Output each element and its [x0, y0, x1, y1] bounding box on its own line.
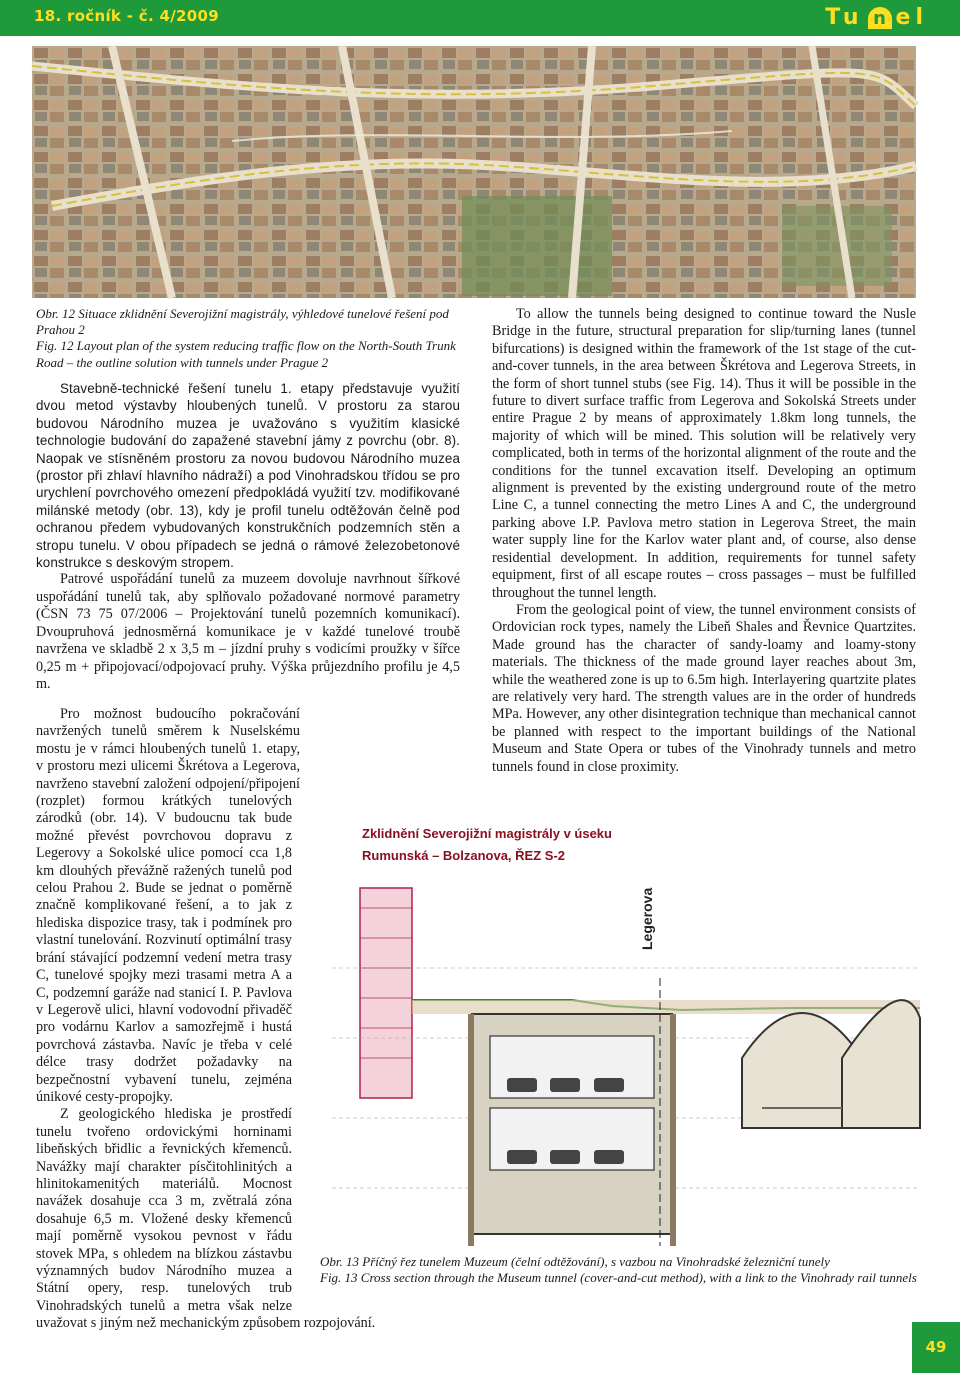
figure-13-caption-cz: Obr. 13 Příčný řez tunelem Muzeum (čelní odtěžování), s vazbou na Vinohradské železniční tunely	[320, 1254, 830, 1269]
street-label-legerova: Legerova	[639, 887, 655, 950]
right-column	[492, 306, 916, 776]
logo-part-3: el	[895, 5, 928, 30]
paragraph-cz-1: Stavebně-technické řešení tunelu 1. etapy představuje využití dvou metod výstavby hloubených tunelů. V prostoru za starou budovou Národního muzea je uvažováno s využitím klasické technologie budování do zapažené stavební jámy z povrchu (obr. 8). Naopak ve stísněném prostoru za novou budovou Národního muzea (prostor při zhlaví hlavního nádraží) a pod Vinohradskou třídou se pro urychlení povrchového omezení předpokládá využití tzv. modifikované milánské metody (obr. 13), kdy je profil tunelu odtěžován čelně pod ochranou předem vybudovaných konstrukčních podzemních stěn a stropu tunelu. V obou případech se jedná o rámové železobetonové konstrukce s deskovým stropem.	[36, 381, 460, 571]
header-bar	[0, 0, 960, 36]
paragraph-en-2: From the geological point of view, the tunnel environment consists of Ordovician rock types, namely the Libeň Shales and Řevnice Quartzites. Made ground has the character of sandy-loamy and loamy-stony materials. The thickness of the made ground layer reaches about 3m, while the weathered zone is up to 6.5m high. Interlayering quartzite plates are relatively very hard. The strength values are in the order of hundreds MPa. However, any other disintegration technique than mechanical cannot be planned with respect to the important buildings of the National Museum and State Opera or tubes of the Vinohrady tunnels and metro tunnels found in close proximity.	[492, 601, 916, 775]
journal-logo	[825, 5, 928, 30]
paragraph-cz-3: Pro možnost budoucího pokračování navržených tunelů směrem k Nuselskému mostu je v rámci hloubených tunelů 1. etapy, v prostoru mezi ulicemi Škrétova a Legerova, navrženo stavební založení odpojení/připojení (rozplet) formou krátkých tunelových zárodků (obr. 14). V budoucnu tak bude možné převést povrchovou dopravu z Legerovy a Sokolské ulice pomocí cca 1,8 km dlouhých převážně ražených tunelů pod celou Prahou 2. Bude se jednat o poměrně značně komplikované řešení, a to jak z hlediska dispozice trasy, tak i podmínek pro vlastní tunelování. Rozvinutí optimální trasy brání stávající podzemní vedení metra trasy C, tunelové spojky mezi trasami metra A a C, podzemní garáže nad stanicí I. P. Pavlova v Legerově ulici, hlavní vodovodní přivaděč pro vodárnu Karlov a samozřejmě i hustá povrchová zástavba. Navíc je třeba v celé délce trasy dodržet požadavky na bezpečnostní vybavení tunelu, zejména únikové cesty-propojky.	[36, 706, 300, 1105]
paragraph-cz-2: Patrové uspořádání tunelů za muzeem dovoluje navrhnout šířkové uspořádání tunelů tak, aby splňovalo požadované normové parametry (ČSN 73 75 07/2006 – Projektování tunelů pozemních komunikací). Dvoupruhová jednosměrná komunikace je v každé tunelové troubě navržena ve skladbě 2 x 3,5 m – jízdní pruhy s vodicími proužky v šířce 0,25 m + připojovací/odpojovací pruhy. Výška průjezdního profilu je 4,5 m.	[36, 571, 460, 692]
issue-label: 18. ročník - č. 4/2009	[34, 7, 219, 25]
logo-part-1: Tu	[825, 5, 864, 30]
rail-tunnel-2	[842, 1000, 920, 1128]
left-column	[36, 380, 460, 693]
building-outline-left	[360, 888, 412, 1098]
figure-13-caption-en: Fig. 13 Cross section through the Museum tunnel (cover-and-cut method), with a link to the Vinohrady rail tunnels	[320, 1270, 917, 1286]
cross-section-figure	[322, 808, 920, 1246]
logo-mark: n	[868, 7, 892, 29]
figure-12-caption-cz: Obr. 12 Situace zklidnění Severojižní magistrály, výhledové tunelové řešení pod Prahou 2	[36, 306, 449, 338]
drawing-title-1: Zklidnění Severojižní magistrály v úseku	[362, 826, 612, 841]
paragraph-cz-4: Z geologického hlediska je prostředí tunelu tvořeno ordovickými horninami libeňských břidlic a řevnických křemenců. Navážky mají charakter písčitohlinitých a hlinitokamenitých materiálů. Mocnost navážek dosahuje cca 3 m, zvětralá zóna dosahuje 6,5 m. Vložené desky křemenců mají poměrně vysokou pevnost v řádu stovek MPa, s ohledem na blízkou zástavbu významných budov Národního muzea a Státní opery, resp. tunelových trub Vinohradských tunelů a metra však nelze uvažovat s jiným než mechanickým způsobem rozpojování.	[36, 1106, 376, 1332]
page-number: 49	[912, 1322, 960, 1373]
drawing-title-2: Rumunská – Bolzanova, ŘEZ S-2	[362, 848, 565, 863]
cross-section-drawing	[322, 808, 920, 1246]
aerial-map-figure	[32, 46, 916, 298]
paragraph-en-1: To allow the tunnels being designed to continue toward the Nusle Bridge in the future, structural preparation for slip/turning lanes (tunnel bifurcations) is designed within the framework of the 1st stage of the cut-and-cover tunnels, in the area between Škrétova and Legerova Streets, in the form of short tunnel stubs (see Fig. 14). Thus it will be possible in the future to divert surface traffic from Legerova and Sokolská Streets under entire Prague 2 by means of approximately 1.8km long tunnels, the majority of which will be mined. This solution will be relatively very complicated, both in terms of the horizontal alignment of the route and the conditions for the tunnel excavation itself. Developing an optimum alignment is prevented by the existing underground route of the metro Line C, a tunnel connecting the metro Lines A and C, the underground parking above I.P. Pavlova metro station in Legerova Street, the main water supply line for the Karlov water plant and, of course, also dense residential development. In addition, requirements for tunnel safety equipment, first of all escape routes – cross passages – must be fulfilled throughout the tunnel length.	[492, 306, 916, 601]
figure-13-caption	[320, 1254, 924, 1286]
aerial-map-image	[32, 46, 916, 298]
figure-12-caption	[36, 306, 464, 371]
figure-12-caption-en: Fig. 12 Layout plan of the system reducing traffic flow on the North-South Trunk Road – the outline solution with tunnels under Prague 2	[36, 338, 456, 370]
